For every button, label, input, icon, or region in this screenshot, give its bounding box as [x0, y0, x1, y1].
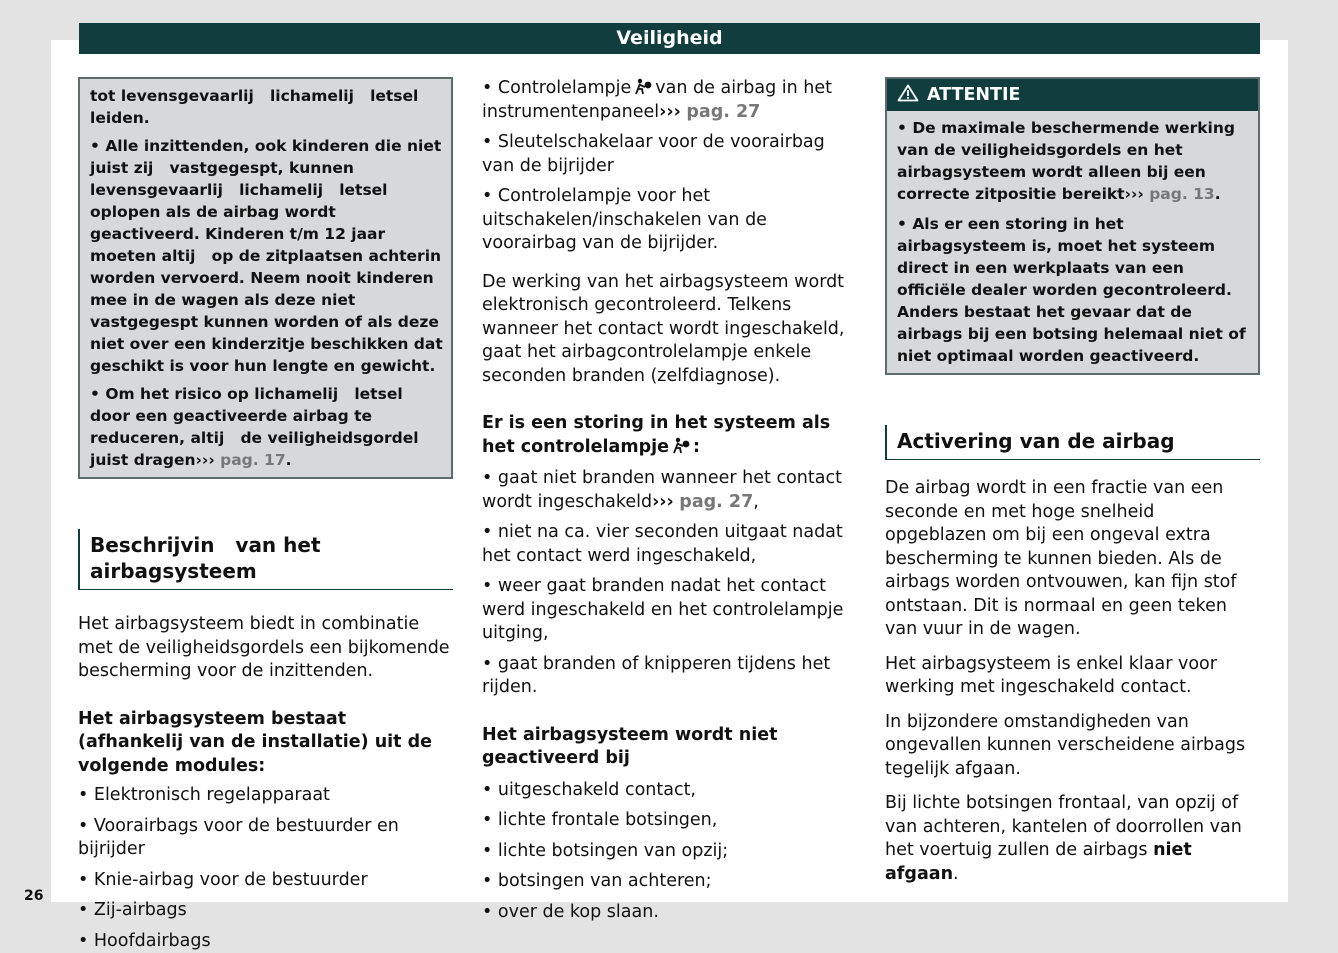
- column-3: [885, 77, 1260, 886]
- cross-ref-arrows: ›››: [652, 492, 674, 512]
- list-item: • botsingen van achteren;: [482, 870, 854, 894]
- cross-ref-arrows: ›››: [659, 102, 681, 122]
- list-item: • Zij-airbags: [78, 899, 453, 923]
- page-ref-link[interactable]: pag. 17: [220, 451, 286, 469]
- attention-label: ATTENTIE: [927, 85, 1020, 105]
- airbag-warning-icon: [672, 437, 690, 454]
- diagnosis-paragraph: De werking van het airbagsysteem wordt elektronisch gecontroleerd. Telkens wanneer het contact wordt ingeschakeld, gaat het airbagcontrolelampje enkele seconden branden (zelfdiagnose).: [482, 271, 854, 389]
- components-list: [482, 77, 854, 256]
- activation-paragraph-3: In bijzondere omstandigheden van ongevallen kunnen verscheidene airbags tegelijk afgaan.: [885, 711, 1260, 782]
- column-2: [482, 77, 854, 924]
- list-item: • Hoofdairbags: [78, 930, 453, 953]
- intro-paragraph: Het airbagsysteem biedt in combinatie met de veiligheidsgordels een bijkomende bescherming voor de inzittenden.: [78, 613, 453, 684]
- modules-list: [78, 784, 453, 953]
- activation-paragraph-2: Het airbagsysteem is enkel klaar voor werking met ingeschakeld contact.: [885, 653, 1260, 700]
- list-item: • gaat niet branden wanneer het contact wordt ingeschakeld››› pag. 27,: [482, 467, 854, 514]
- list-item: • weer gaat branden nadat het contact werd ingeschakeld en het controlelampje uitging,: [482, 575, 854, 646]
- attention-box: [885, 77, 1260, 375]
- activation-paragraph-1: De airbag wordt in een fractie van een seconde en met hoge snelheid opgeblazen om bij een ongeval extra bescherming te kunnen bieden. Als de airbags worden ontvouwen, kan fijn stof ontstaan. Dit is normaal en geen teken van vuur in de wagen.: [885, 477, 1260, 642]
- airbag-warning-icon: [634, 78, 652, 95]
- list-item: • Sleutelschakelaar voor de voorairbag van de bijrijder: [482, 131, 854, 178]
- section-title-activation: Activering van de airbag: [885, 425, 1260, 460]
- list-item: • over de kop slaan.: [482, 901, 854, 925]
- activation-paragraph-4: Bij lichte botsingen frontaal, van opzij of van achteren, kantelen of doorrollen van het voertuig zullen de airbags niet afgaan.: [885, 792, 1260, 886]
- list-item: • lichte botsingen van opzij;: [482, 840, 854, 864]
- fault-heading: Er is een storing in het systeem als het controlelampje :: [482, 412, 854, 459]
- no-activation-list: [482, 779, 854, 925]
- attention-body: [887, 111, 1258, 373]
- warning-bullet: • Alle inzittenden, ook kinderen die niet juist zij vastgegespt, kunnen levensgevaarlij lichamelij letsel oplopen als de airbag wordt geactiveerd. Kinderen t/m 12 jaar moeten altij op de zitplaatsen achterin worden vervoerd. Neem nooit kinderen mee in de wagen als deze niet vastgegespt kunnen worden of als deze niet over een kinderzitje beschikken dat geschikt is voor hun lengte en gewicht.: [90, 135, 443, 377]
- list-item: • uitgeschakeld contact,: [482, 779, 854, 803]
- warning-box-continued: [78, 77, 453, 479]
- page-ref-link[interactable]: pag. 13: [1149, 185, 1215, 203]
- warning-text: tot levensgevaarlij lichamelij letsel leiden.: [90, 85, 443, 129]
- warning-bullet: • Om het risico op lichamelij letsel door een geactiveerde airbag te reduceren, altij de veiligheidsgordel juist dragen››› pag. 17.: [90, 383, 443, 471]
- no-activation-heading: Het airbagsysteem wordt niet geactiveerd bij: [482, 724, 854, 771]
- attention-header: [887, 79, 1258, 111]
- fault-list: [482, 467, 854, 700]
- list-item: • Knie-airbag voor de bestuurder: [78, 869, 453, 893]
- header-title: Veiligheid: [616, 27, 722, 49]
- section-title-description: Beschrijvin van het airbagsysteem: [78, 529, 453, 590]
- list-item: • Controlelampje voor het uitschakelen/inschakelen van de voorairbag van de bijrijder.: [482, 185, 854, 256]
- section-header: [79, 23, 1260, 54]
- list-item: • Voorairbags voor de bestuurder en bijrijder: [78, 815, 453, 862]
- list-item: • lichte frontale botsingen,: [482, 809, 854, 833]
- warning-triangle-icon: [897, 84, 919, 102]
- column-1: [78, 77, 453, 953]
- list-item: • gaat branden of knipperen tijdens het rijden.: [482, 653, 854, 700]
- attention-bullet: • Als er een storing in het airbagsysteem is, moet het systeem direct in een werkplaats van een officiële dealer worden gecontroleerd. Anders bestaat het gevaar dat de airbags bij een botsing helemaal niet of niet optimaal worden geactiveerd.: [897, 213, 1250, 367]
- attention-bullet: • De maximale beschermende werking van de veiligheidsgordels en het airbagsysteem wordt alleen bij een correcte zitpositie bereikt››› pag. 13.: [897, 117, 1250, 205]
- list-item: • niet na ca. vier seconden uitgaat nadat het contact werd ingeschakeld,: [482, 521, 854, 568]
- list-item: • Controlelampje van de airbag in het instrumentenpaneel››› pag. 27: [482, 77, 854, 124]
- cross-ref-arrows: ›››: [196, 451, 215, 469]
- page-number: 26: [24, 888, 43, 904]
- cross-ref-arrows: ›››: [1125, 185, 1144, 203]
- list-item: • Elektronisch regelapparaat: [78, 784, 453, 808]
- page-ref-link[interactable]: pag. 27: [679, 492, 753, 512]
- page-ref-link[interactable]: pag. 27: [686, 102, 760, 122]
- modules-heading: Het airbagsysteem bestaat (afhankelij van de installatie) uit de volgende modules:: [78, 708, 453, 779]
